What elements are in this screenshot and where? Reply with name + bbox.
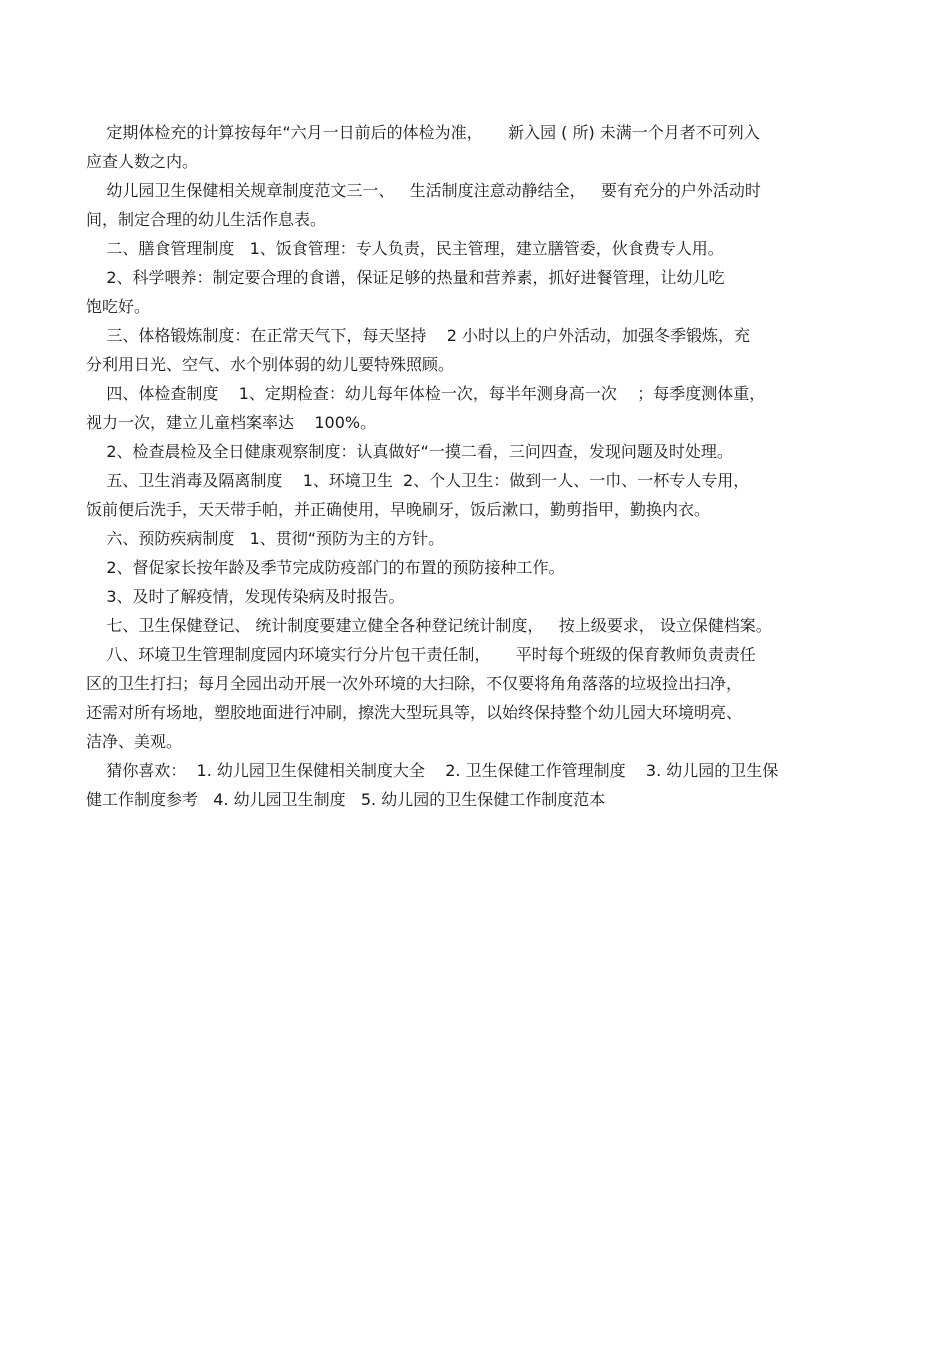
text-line: 健工作制度参考 4. 幼儿园卫生制度 5. 幼儿园的卫生保健工作制度范本	[86, 790, 606, 809]
text-line: 六、预防疾病制度 1、贯彻“预防为主的方针。	[86, 529, 445, 548]
text-line: 区的卫生打扫；每月全园出动开展一次外环境的大扫除，不仅要将角角落落的垃圾捡出扫净，	[86, 674, 743, 693]
text-line: 四、体检查制度 1、定期检查：幼儿每年体检一次，每半年测身高一次 ；每季度测体重，	[86, 384, 766, 403]
text-line: 还需对所有场地，塑胶地面进行冲刷，擦洗大型玩具等，以始终保持整个幼儿园大环境明亮、	[86, 703, 743, 722]
text-line: 间，制定合理的幼儿生活作息表。	[86, 210, 327, 229]
text-line: 三、体格锻炼制度：在正常天气下，每天坚持 2 小时以上的户外活动，加强冬季锻炼，充	[86, 326, 750, 345]
document-body	[86, 118, 864, 814]
text-line: 2、检查晨检及全日健康观察制度：认真做好“一摸二看，三问四查，发现问题及时处理。	[86, 442, 733, 461]
text-line: 猜你喜欢： 1. 幼儿园卫生保健相关制度大全 2. 卫生保健工作管理制度 3. 幼儿园的卫生保	[86, 761, 779, 780]
text-line: 八、环境卫生管理制度园内环境实行分片包干责任制， 平时每个班级的保育教师负责责任	[86, 645, 756, 664]
text-line: 饭前便后洗手，天天带手帕，并正确使用，早晚刷牙，饭后漱口，勤剪指甲，勤换内衣。	[86, 500, 711, 519]
text-line: 幼儿园卫生保健相关规章制度范文三一、 生活制度注意动静结全， 要有充分的户外活动时	[86, 181, 761, 200]
text-line: 2、科学喂养：制定要合理的食谱，保证足够的热量和营养素，抓好进餐管理，让幼儿吃	[86, 268, 725, 287]
text-line: 3、及时了解疫情，发现传染病及时报告。	[86, 587, 405, 606]
text-line: 五、卫生消毒及隔离制度 1、环境卫生 2、个人卫生：做到一人、一巾、一杯专人专用，	[86, 471, 750, 490]
text-line: 视力一次，建立儿童档案率达 100%。	[86, 413, 377, 432]
text-line: 2、督促家长按年龄及季节完成防疫部门的布置的预防接种工作。	[86, 558, 565, 577]
text-line: 应查人数之内。	[86, 152, 199, 171]
text-line: 七、卫生保健登记、 统计制度要建立健全各种登记统计制度， 按上级要求， 设立保健档案。	[86, 616, 772, 635]
text-line: 二、膳食管理制度 1、饭食管理：专人负责，民主管理，建立膳管委，伙食费专人用。	[86, 239, 724, 258]
text-line: 洁净、美观。	[86, 732, 183, 751]
text-line: 分利用日光、空气、水个别体弱的幼儿要特殊照顾。	[86, 355, 455, 374]
text-line: 饱吃好。	[86, 297, 151, 316]
text-line: 定期体检充的计算按每年“六月一日前后的体检为准， 新入园 ( 所) 未满一个月者不可列入	[86, 123, 760, 142]
